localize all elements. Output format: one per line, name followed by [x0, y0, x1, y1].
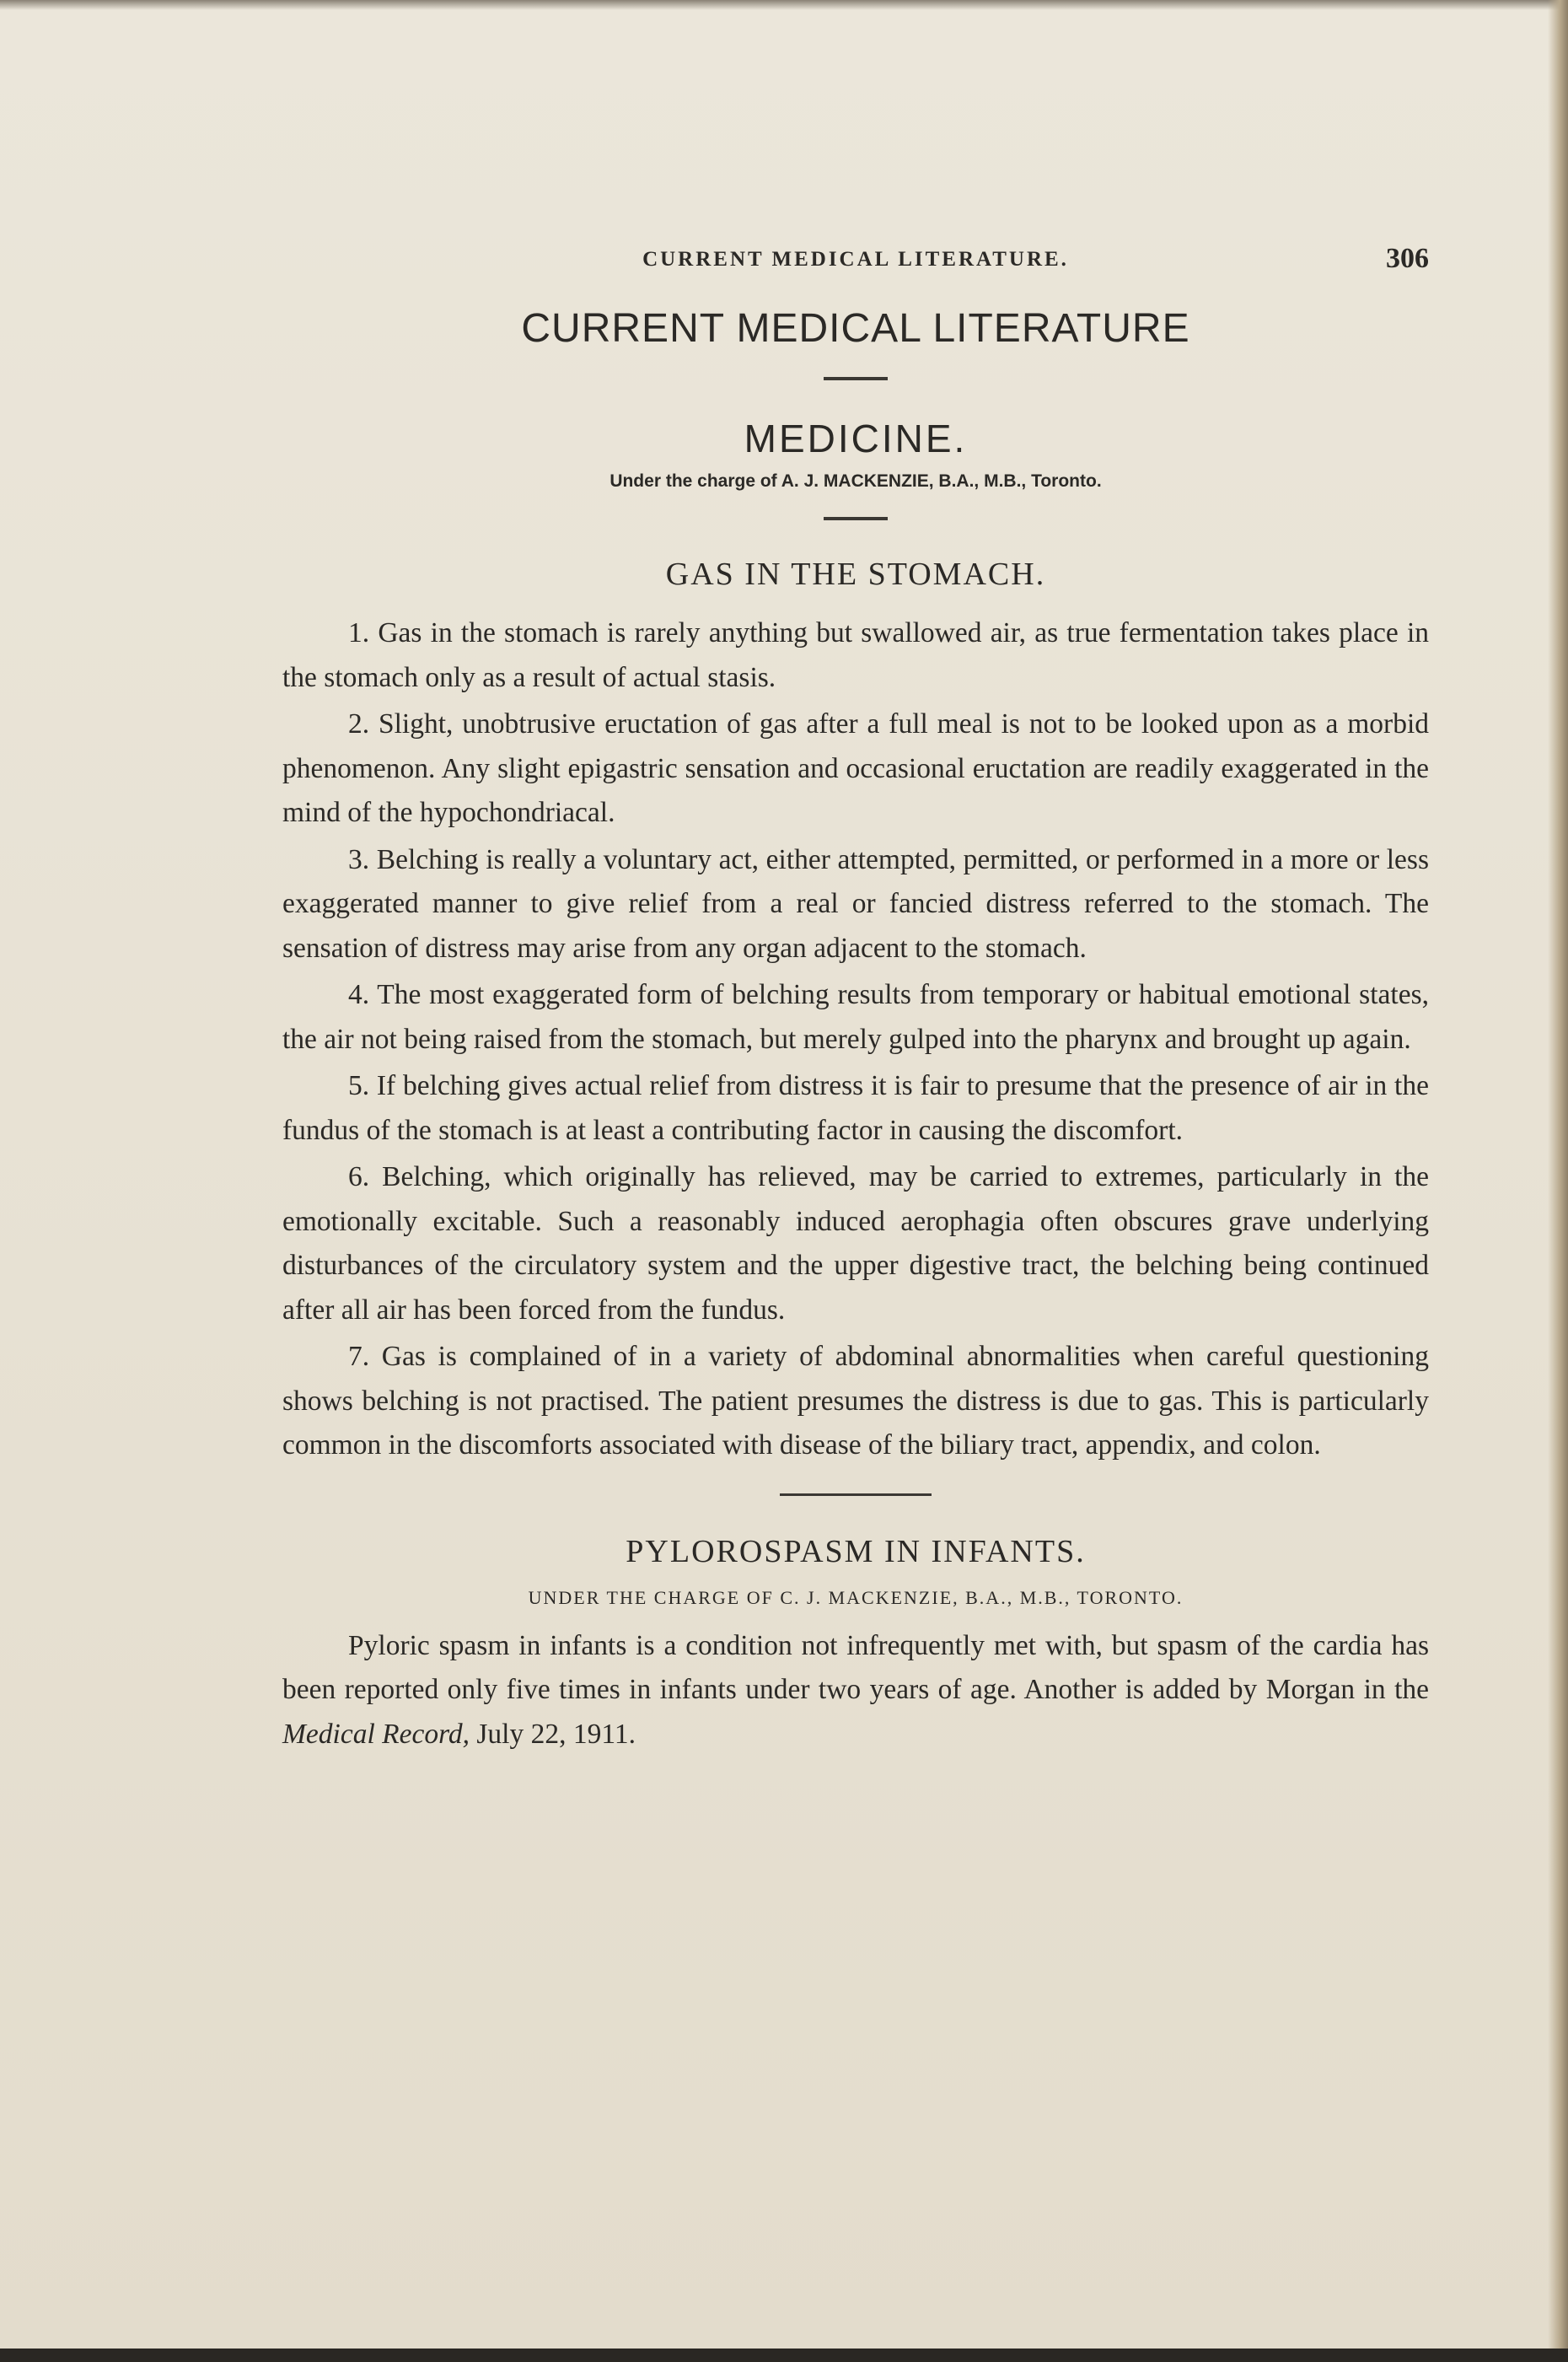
subsection-editor-note: Under the charge of A. J. MACKENZIE, B.A., M.B., Toronto. [609, 471, 1102, 491]
paragraph: 2. Slight, unobtrusive eructation of gas after a full meal is not to be looked upon as a morbid phenomenon. Any slight epigastric sensation and occasional eructation are readily exaggerated in the mind of the hypochondriacal. [282, 708, 1429, 828]
article-separator-rule [780, 1493, 932, 1496]
paragraph-text: Pyloric spasm in infants is a condition not infrequently met with, but spasm of the cardia has been reported only five times in infants under two years of age. Another is added by Morgan in the [282, 1629, 1429, 1705]
paragraph: 7. Gas is complained of in a variety of abdominal abnormalities when careful questioning shows belching is not practised. The patient presumes the distress is due to gas. This is particularly common in the discomforts associated with disease of the biliary tract, appendix, and colon. [282, 1341, 1429, 1461]
paragraph [282, 1624, 1429, 1757]
article-body [282, 1624, 1429, 1757]
page-binding-edge [1548, 0, 1568, 2362]
running-head [282, 236, 1429, 287]
journal-name: Medical Record, [282, 1718, 470, 1750]
running-head-title: CURRENT MEDICAL LITERATURE. [642, 248, 1069, 271]
page-number: 306 [1386, 243, 1429, 274]
paragraph: 4. The most exaggerated form of belching results from temporary or habitual emotional states, the air not being raised from the stomach, but merely gulped into the pharynx and brought up again. [282, 979, 1429, 1055]
bottom-edge-band [0, 2349, 1568, 2362]
article-body [282, 611, 1429, 1468]
divider-rule [824, 377, 888, 380]
article-editor-note: UNDER THE CHARGE OF C. J. MACKENZIE, B.A., M.B., TORONTO. [528, 1586, 1184, 1608]
divider-rule [824, 517, 888, 520]
paragraph: 3. Belching is really a voluntary act, either attempted, permitted, or performed in a more or less exaggerated manner to give relief from a real or fancied distress referred to the stomach. The sensation of distress may arise from any organ adjacent to the stomach. [282, 843, 1429, 964]
paragraph: 6. Belching, which originally has relieved, may be carried to extremes, particularly in the emotionally excitable. Such a reasonably induced aerophagia often obscures grave underlying disturbances of the circulatory system and the upper digestive tract, the belching being continued after all air has been forced from the fundus. [282, 1161, 1429, 1326]
article-title: PYLOROSPASM IN INFANTS. [626, 1533, 1086, 1569]
paragraph-date: July 22, 1911. [470, 1718, 636, 1750]
top-edge-shadow [0, 0, 1568, 10]
paragraph: 1. Gas in the stomach is rarely anything but swallowed air, as true fermentation takes place in the stomach only as a result of actual stasis. [282, 617, 1429, 693]
section-title: CURRENT MEDICAL LITERATURE [521, 306, 1190, 351]
subsection-title: MEDICINE. [744, 417, 968, 460]
text-column [282, 228, 1429, 1757]
article-title: GAS IN THE STOMACH. [665, 557, 1046, 592]
paragraph: 5. If belching gives actual relief from distress it is fair to presume that the presence of air in the fundus of the stomach is at least a contributing factor in causing the discomfort. [282, 1070, 1429, 1146]
